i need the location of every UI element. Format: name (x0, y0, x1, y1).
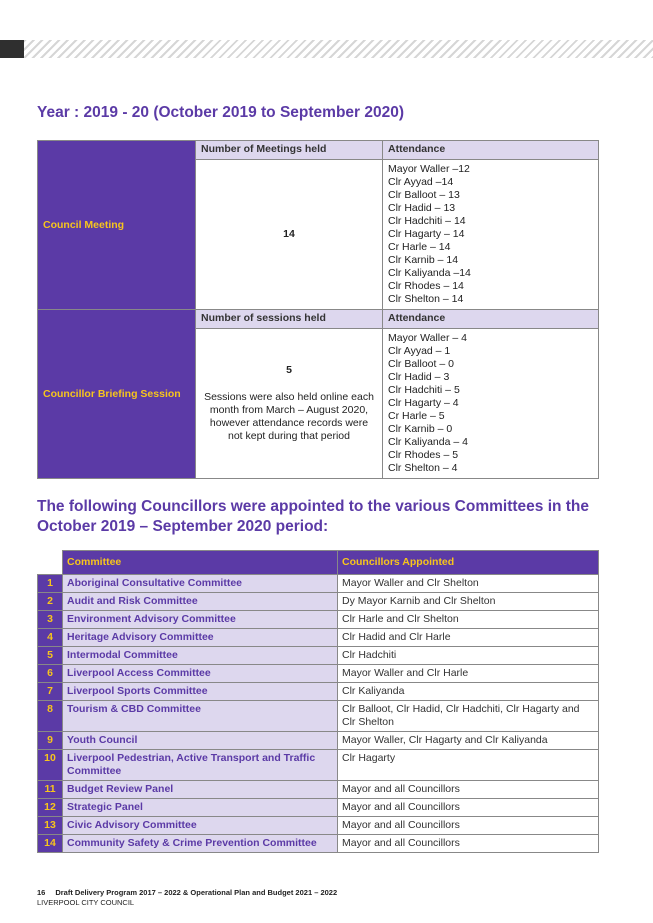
attendance-entry: Clr Rhodes – 14 (388, 280, 464, 292)
briefing-session-label: Councillor Briefing Session (38, 310, 196, 479)
attendance-entry: Clr Balloot – 0 (388, 358, 454, 370)
attendance-entry: Cr Harle – 5 (388, 410, 445, 422)
committee-name: Aboriginal Consultative Committee (63, 575, 338, 593)
council-attendance-header: Attendance (383, 141, 599, 160)
attendance-entry: Clr Hadid – 3 (388, 371, 450, 383)
attendance-entry: Clr Balloot – 13 (388, 189, 460, 201)
council-meeting-count: 14 (283, 228, 295, 240)
committee-row (38, 732, 599, 750)
committee-number: 14 (38, 835, 63, 853)
attendance-entry: Clr Hadchiti – 14 (388, 215, 466, 227)
committee-number: 3 (38, 611, 63, 629)
briefing-note: Sessions were also held online each month from March – August 2020, however attendance records were not kept during that period (204, 391, 374, 442)
attendance-entry: Clr Kaliyanda –14 (388, 267, 471, 279)
attendance-entry: Clr Shelton – 4 (388, 462, 458, 474)
attendance-entry: Clr Hagarty – 14 (388, 228, 465, 240)
council-meeting-label: Council Meeting (38, 141, 196, 310)
committee-members: Clr Kaliyanda (338, 683, 599, 701)
committee-number: 2 (38, 593, 63, 611)
committee-name: Liverpool Sports Committee (63, 683, 338, 701)
council-attendance-list (383, 160, 599, 310)
committee-name: Liverpool Pedestrian, Active Transport and Traffic Committee (63, 750, 338, 781)
committee-row (38, 750, 599, 781)
committee-members: Mayor and all Councillors (338, 799, 599, 817)
committee-name: Youth Council (63, 732, 338, 750)
sessions-count-header: Number of sessions held (196, 310, 383, 329)
page-footer (37, 888, 337, 908)
committee-row (38, 817, 599, 835)
committee-number: 6 (38, 665, 63, 683)
committee-members: Clr Hagarty (338, 750, 599, 781)
committee-members: Mayor and all Councillors (338, 817, 599, 835)
committee-name: Budget Review Panel (63, 781, 338, 799)
committee-number: 13 (38, 817, 63, 835)
committee-members: Clr Hadid and Clr Harle (338, 629, 599, 647)
committee-members: Clr Harle and Clr Shelton (338, 611, 599, 629)
committee-number: 10 (38, 750, 63, 781)
committee-number: 9 (38, 732, 63, 750)
committee-members: Mayor Waller, Clr Hagarty and Clr Kaliyanda (338, 732, 599, 750)
committee-name: Civic Advisory Committee (63, 817, 338, 835)
committee-members: Mayor and all Councillors (338, 781, 599, 799)
header-band (0, 40, 653, 58)
committee-number: 8 (38, 701, 63, 732)
councillors-header: Councillors Appointed (338, 551, 599, 575)
index-header (38, 551, 63, 575)
committee-members: Clr Balloot, Clr Hadid, Clr Hadchiti, Clr Hagarty and Clr Shelton (338, 701, 599, 732)
committee-row (38, 593, 599, 611)
committee-number: 11 (38, 781, 63, 799)
committee-row (38, 835, 599, 853)
committees-heading: The following Councillors were appointed to the various Committees in the October 2019 – September 2020 period: (37, 498, 590, 535)
committee-members: Mayor and all Councillors (338, 835, 599, 853)
attendance-entry: Cr Harle – 14 (388, 241, 451, 253)
attendance-entry: Clr Hadid – 13 (388, 202, 456, 214)
organisation-name: LIVERPOOL CITY COUNCIL (37, 898, 135, 907)
committee-number: 12 (38, 799, 63, 817)
committee-name: Intermodal Committee (63, 647, 338, 665)
attendance-entry: Mayor Waller –12 (388, 163, 470, 175)
committee-number: 7 (38, 683, 63, 701)
committee-members: Clr Hadchiti (338, 647, 599, 665)
attendance-entry: Clr Rhodes – 5 (388, 449, 459, 461)
committee-name: Strategic Panel (63, 799, 338, 817)
meetings-table (37, 140, 599, 479)
page-number: 16 (37, 888, 46, 897)
briefing-attendance-list (383, 329, 599, 479)
committee-name: Liverpool Access Committee (63, 665, 338, 683)
attendance-entry: Clr Ayyad –14 (388, 176, 454, 188)
committee-name: Tourism & CBD Committee (63, 701, 338, 732)
document-title: Draft Delivery Program 2017 – 2022 & Operational Plan and Budget 2021 – 2022 (55, 888, 338, 897)
briefing-count-cell (196, 329, 383, 479)
attendance-entry: Clr Hagarty – 4 (388, 397, 459, 409)
committee-row (38, 799, 599, 817)
committee-name: Community Safety & Crime Prevention Committee (63, 835, 338, 853)
committee-name: Audit and Risk Committee (63, 593, 338, 611)
header-block (0, 40, 24, 58)
committees-table (37, 550, 599, 853)
committee-number: 4 (38, 629, 63, 647)
council-meeting-count-cell (196, 160, 383, 310)
header-hatch-pattern (24, 40, 653, 58)
attendance-entry: Clr Karnib – 0 (388, 423, 453, 435)
attendance-entry: Clr Ayyad – 1 (388, 345, 451, 357)
committee-row (38, 647, 599, 665)
briefing-attendance-header: Attendance (383, 310, 599, 329)
attendance-entry: Clr Karnib – 14 (388, 254, 459, 266)
committee-row (38, 701, 599, 732)
committee-members: Mayor Waller and Clr Shelton (338, 575, 599, 593)
attendance-entry: Mayor Waller – 4 (388, 332, 467, 344)
committee-row (38, 611, 599, 629)
attendance-entry: Clr Shelton – 14 (388, 293, 464, 305)
committee-members: Dy Mayor Karnib and Clr Shelton (338, 593, 599, 611)
committee-row (38, 629, 599, 647)
attendance-entry: Clr Hadchiti – 5 (388, 384, 460, 396)
meetings-count-header: Number of Meetings held (196, 141, 383, 160)
committee-row (38, 575, 599, 593)
committee-name: Environment Advisory Committee (63, 611, 338, 629)
committees-table-body (38, 575, 599, 853)
attendance-entry: Clr Kaliyanda – 4 (388, 436, 468, 448)
committee-row (38, 781, 599, 799)
committee-number: 1 (38, 575, 63, 593)
committee-members: Mayor Waller and Clr Harle (338, 665, 599, 683)
committee-number: 5 (38, 647, 63, 665)
committee-row (38, 683, 599, 701)
year-heading: Year : 2019 - 20 (October 2019 to September 2020) (37, 104, 405, 121)
committee-header: Committee (63, 551, 338, 575)
committee-row (38, 665, 599, 683)
committee-name: Heritage Advisory Committee (63, 629, 338, 647)
briefing-session-count: 5 (286, 364, 292, 376)
